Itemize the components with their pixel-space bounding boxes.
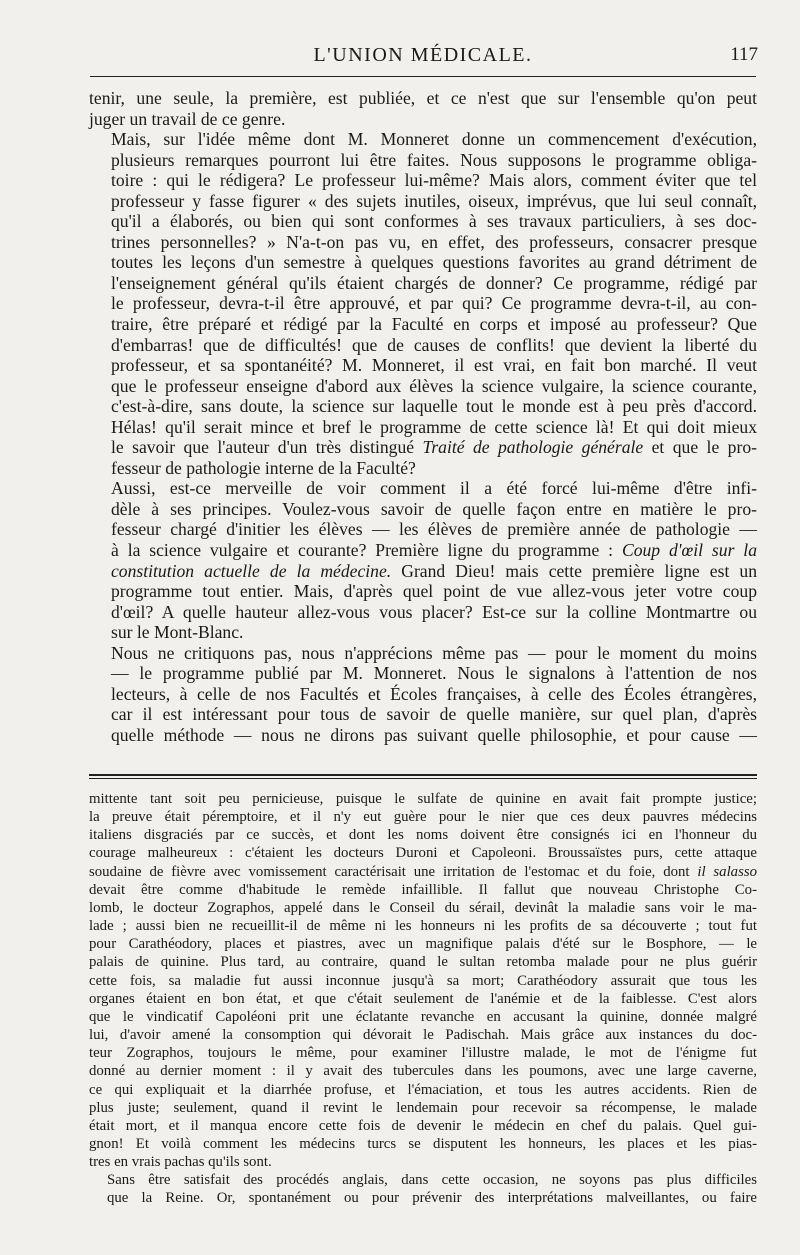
- text-fragment: le savoir que l'auteur d'un très distingué: [111, 437, 415, 458]
- footnote-line: que la Reine. Or, spontanément ou pour prévenir des interprétations malveillantes, ou faire: [107, 1190, 757, 1207]
- text-fragment: à la science vulgaire et courante? Première ligne du programme :: [111, 540, 614, 561]
- text-line: dèle à ses principes. Voulez-vous savoir de quelle façon entre en matière le pro-: [111, 498, 757, 519]
- footnote-line: que le vindicatif Capoléoni prit une éclatante revanche en accusant la quinine, donnée malgré: [89, 1008, 757, 1025]
- text-line: quelle méthode — nous ne dirons pas suivant quelle philosophie, et pour cause —: [111, 724, 757, 745]
- running-header: [88, 40, 758, 70]
- paragraph: [89, 643, 757, 746]
- text-line: fesseur de pathologie interne de la Faculté?: [111, 457, 416, 478]
- text-line: [89, 540, 757, 561]
- footnote-line: donné au dernier moment : il y avait des tubercules dans les poumons, avec une large caverne,: [89, 1063, 757, 1080]
- footnote-paragraph: [89, 1171, 757, 1207]
- text-line: programme tout entier. Mais, d'après quel point de vue allez-vous jeter votre coup: [111, 581, 757, 602]
- footnote-line: lomb, le docteur Zographos, appelé dans le Conseil du sérail, devinât la maladie sans voir le ma-: [89, 899, 757, 916]
- footnote-line: italiens disgraciés par ce succès, et dont les noms doivent être consignés ici en l'honneur du: [89, 827, 757, 844]
- footnote-line: plus juste; seulement, quand il revint le lendemain pour recevoir sa récompense, le malade: [89, 1099, 757, 1116]
- text-line: qu'il a élaborés, ou bien qui sont conformes à ses travaux particuliers, à ses doc-: [111, 211, 757, 232]
- text-line: professeur y fasse figurer « des sujets inutiles, oiseux, imprévus, que lui seul connaît,: [111, 190, 757, 211]
- footnote-line: [89, 863, 757, 881]
- program-title-italic: constitution actuelle de la médecine.: [111, 560, 392, 581]
- footnote-line: gnon! Et voilà comment les médecins turcs se disputent les honneurs, les places et les pias-: [89, 1135, 757, 1152]
- text-line: — le programme publié par M. Monneret. Nous le signalons à l'attention de nos: [111, 663, 757, 684]
- footnote-line: lade ; aussi bien ne recueillit-il de même ni les honneurs ni les profits de sa découverte ; tout fut: [89, 918, 757, 935]
- paragraph: [89, 129, 757, 478]
- text-line: professeur, et sa spontanéité? M. Monneret, il est vrai, en fait bon marché. Il veut: [111, 355, 757, 376]
- footnote-line: mittente tant soit peu pernicieuse, puisque le sulfate de quinine en avait fait prompte justice;: [89, 791, 757, 807]
- text-line: le professeur, devra-t-il être approuvé, et par qui? Ce programme devra-t-il, au con-: [111, 293, 757, 314]
- text-line: Mais, sur l'idée même dont M. Monneret donne un commencement d'exécution,: [111, 129, 757, 150]
- footnote-line: palais de quinine. Plus tard, au contraire, quand le sultan retomba malade pour ne plus guérir: [89, 954, 757, 971]
- text-line: d'embarras! que de difficultés! que de causes de conflits! que devient la liberté du: [111, 334, 757, 355]
- footnote-text: [89, 790, 757, 1208]
- footnote-line: ce qui expliquait et la diarrhée profuse, et l'émaciation, et tous les autres accidents. Rien de: [89, 1081, 757, 1098]
- text-line: plusieurs remarques pourront lui être faites. Nous supposons le programme obliga-: [111, 149, 757, 170]
- main-text: [89, 88, 757, 746]
- page-number: 117: [730, 44, 758, 65]
- text-fragment: soudaine de fièvre avec vomissement caractérisait une irritation de l'estomac et du foie, dont: [89, 863, 690, 880]
- footnote-line: teur Zographos, toujours le même, pour examiner l'illustre malade, le mot de l'énigme fut: [89, 1045, 757, 1062]
- footnote-line: était mort, et il manqua encore cette fois de devenir le médecin en chef du palais. Quel gui-: [89, 1117, 757, 1134]
- footnote-line: cette fois, sa maladie fut aussi inconnue jusqu'à sa mort; Carathéodory assurait que tous les: [89, 972, 757, 989]
- footnote-line: lui, d'avoir amené la consomption qui dévorait le Padischah. Mais grâce aux instances du doc-: [89, 1027, 757, 1044]
- program-title-italic: Coup d'œil sur la: [621, 540, 757, 561]
- text-fragment: et que le pro-: [651, 437, 757, 458]
- journal-title: L'UNION MÉDICALE.: [313, 44, 533, 66]
- text-line: fesseur chargé d'initier les élèves — les élèves de première année de pathologie —: [111, 519, 757, 540]
- footnote-line: la preuve était péremptoire, et il n'y eut guère pour le nier que ces deux pauvres médecins: [89, 809, 757, 826]
- text-line: Hélas! qu'il serait mince et bref le programme de cette science là! Et qui doit mieux: [111, 416, 757, 437]
- paragraph: [89, 478, 757, 642]
- text-line: [89, 437, 757, 458]
- text-line: Aussi, est-ce merveille de voir comment il a été forcé lui-même d'être infi-: [111, 478, 757, 499]
- book-title-italic: Traité de pathologie générale: [422, 437, 644, 458]
- text-line: d'œil? A quelle hauteur allez-vous vous placer? Est-ce sur la colline Montmartre ou: [111, 601, 757, 622]
- footnote-line: courage malheureux : c'étaient les docteurs Duroni et Capoleoni. Broussaïstes purs, cette attaque: [89, 845, 757, 862]
- text-line: traire, être préparé et rédigé par la Faculté en corps et imposé au professeur? Que: [111, 314, 757, 335]
- paragraph: [89, 88, 757, 129]
- text-line: c'est-à-dire, sans doute, la science sur laquelle tout le monde est à peu près d'accord.: [111, 396, 757, 417]
- text-line: car il est intéressant pour tous de savoir de quelle manière, sur quel plan, d'après: [111, 704, 757, 725]
- text-line: juger un travail de ce genre.: [89, 108, 286, 129]
- text-line: trines personnelles? » N'a-t-on pas vu, en effet, des professeurs, consacrer presque: [111, 231, 757, 252]
- text-line: lecteurs, à celle de nos Facultés et Écoles françaises, à celle des Écoles étrangères,: [111, 683, 757, 704]
- italian-term-italic: il salasso: [697, 863, 757, 880]
- footnote-line: pour Carathéodory, places et piastres, avec un magnifique palais d'été sur le Bosphore, — le: [89, 936, 757, 953]
- text-line: sur le Mont-Blanc.: [111, 622, 244, 643]
- footnote-line: organes étaient en bon état, et que c'était seulement de l'anémie et de la faiblesse. C'est alors: [89, 990, 757, 1007]
- text-line: tenir, une seule, la première, est publiée, et ce n'est que sur l'ensemble qu'on peut: [89, 88, 757, 108]
- text-line: toutes les leçons d'un semestre à quelques questions favorites au grand détriment de: [111, 252, 757, 273]
- text-line: l'enseignement général qu'ils étaient chargés de donner? Ce programme, rédigé par: [111, 272, 757, 293]
- footnote-line: Sans être satisfait des procédés anglais, dans cette occasion, ne soyons pas plus difficiles: [107, 1172, 757, 1189]
- text-line: que le professeur enseigne d'abord aux élèves la science vulgaire, la science courante,: [111, 375, 757, 396]
- header-rule: [90, 76, 756, 77]
- text-line: [89, 561, 757, 582]
- footnote-line: devait être comme d'habitude le remède infaillible. Il fallut que nouveau Christophe Co-: [89, 881, 757, 898]
- text-line: toire : qui le rédigera? Le professeur lui-même? Mais alors, comment éviter que tel: [111, 170, 757, 191]
- text-fragment: Grand Dieu! mais cette première ligne est un: [401, 560, 757, 581]
- footnote-paragraph: [89, 790, 757, 1171]
- footnote-separator: [89, 774, 757, 779]
- text-line: Nous ne critiquons pas, nous n'apprécions même pas — pour le moment du moins: [111, 642, 757, 663]
- footnote-line: tres en vrais pachas qu'ils sont.: [89, 1154, 272, 1171]
